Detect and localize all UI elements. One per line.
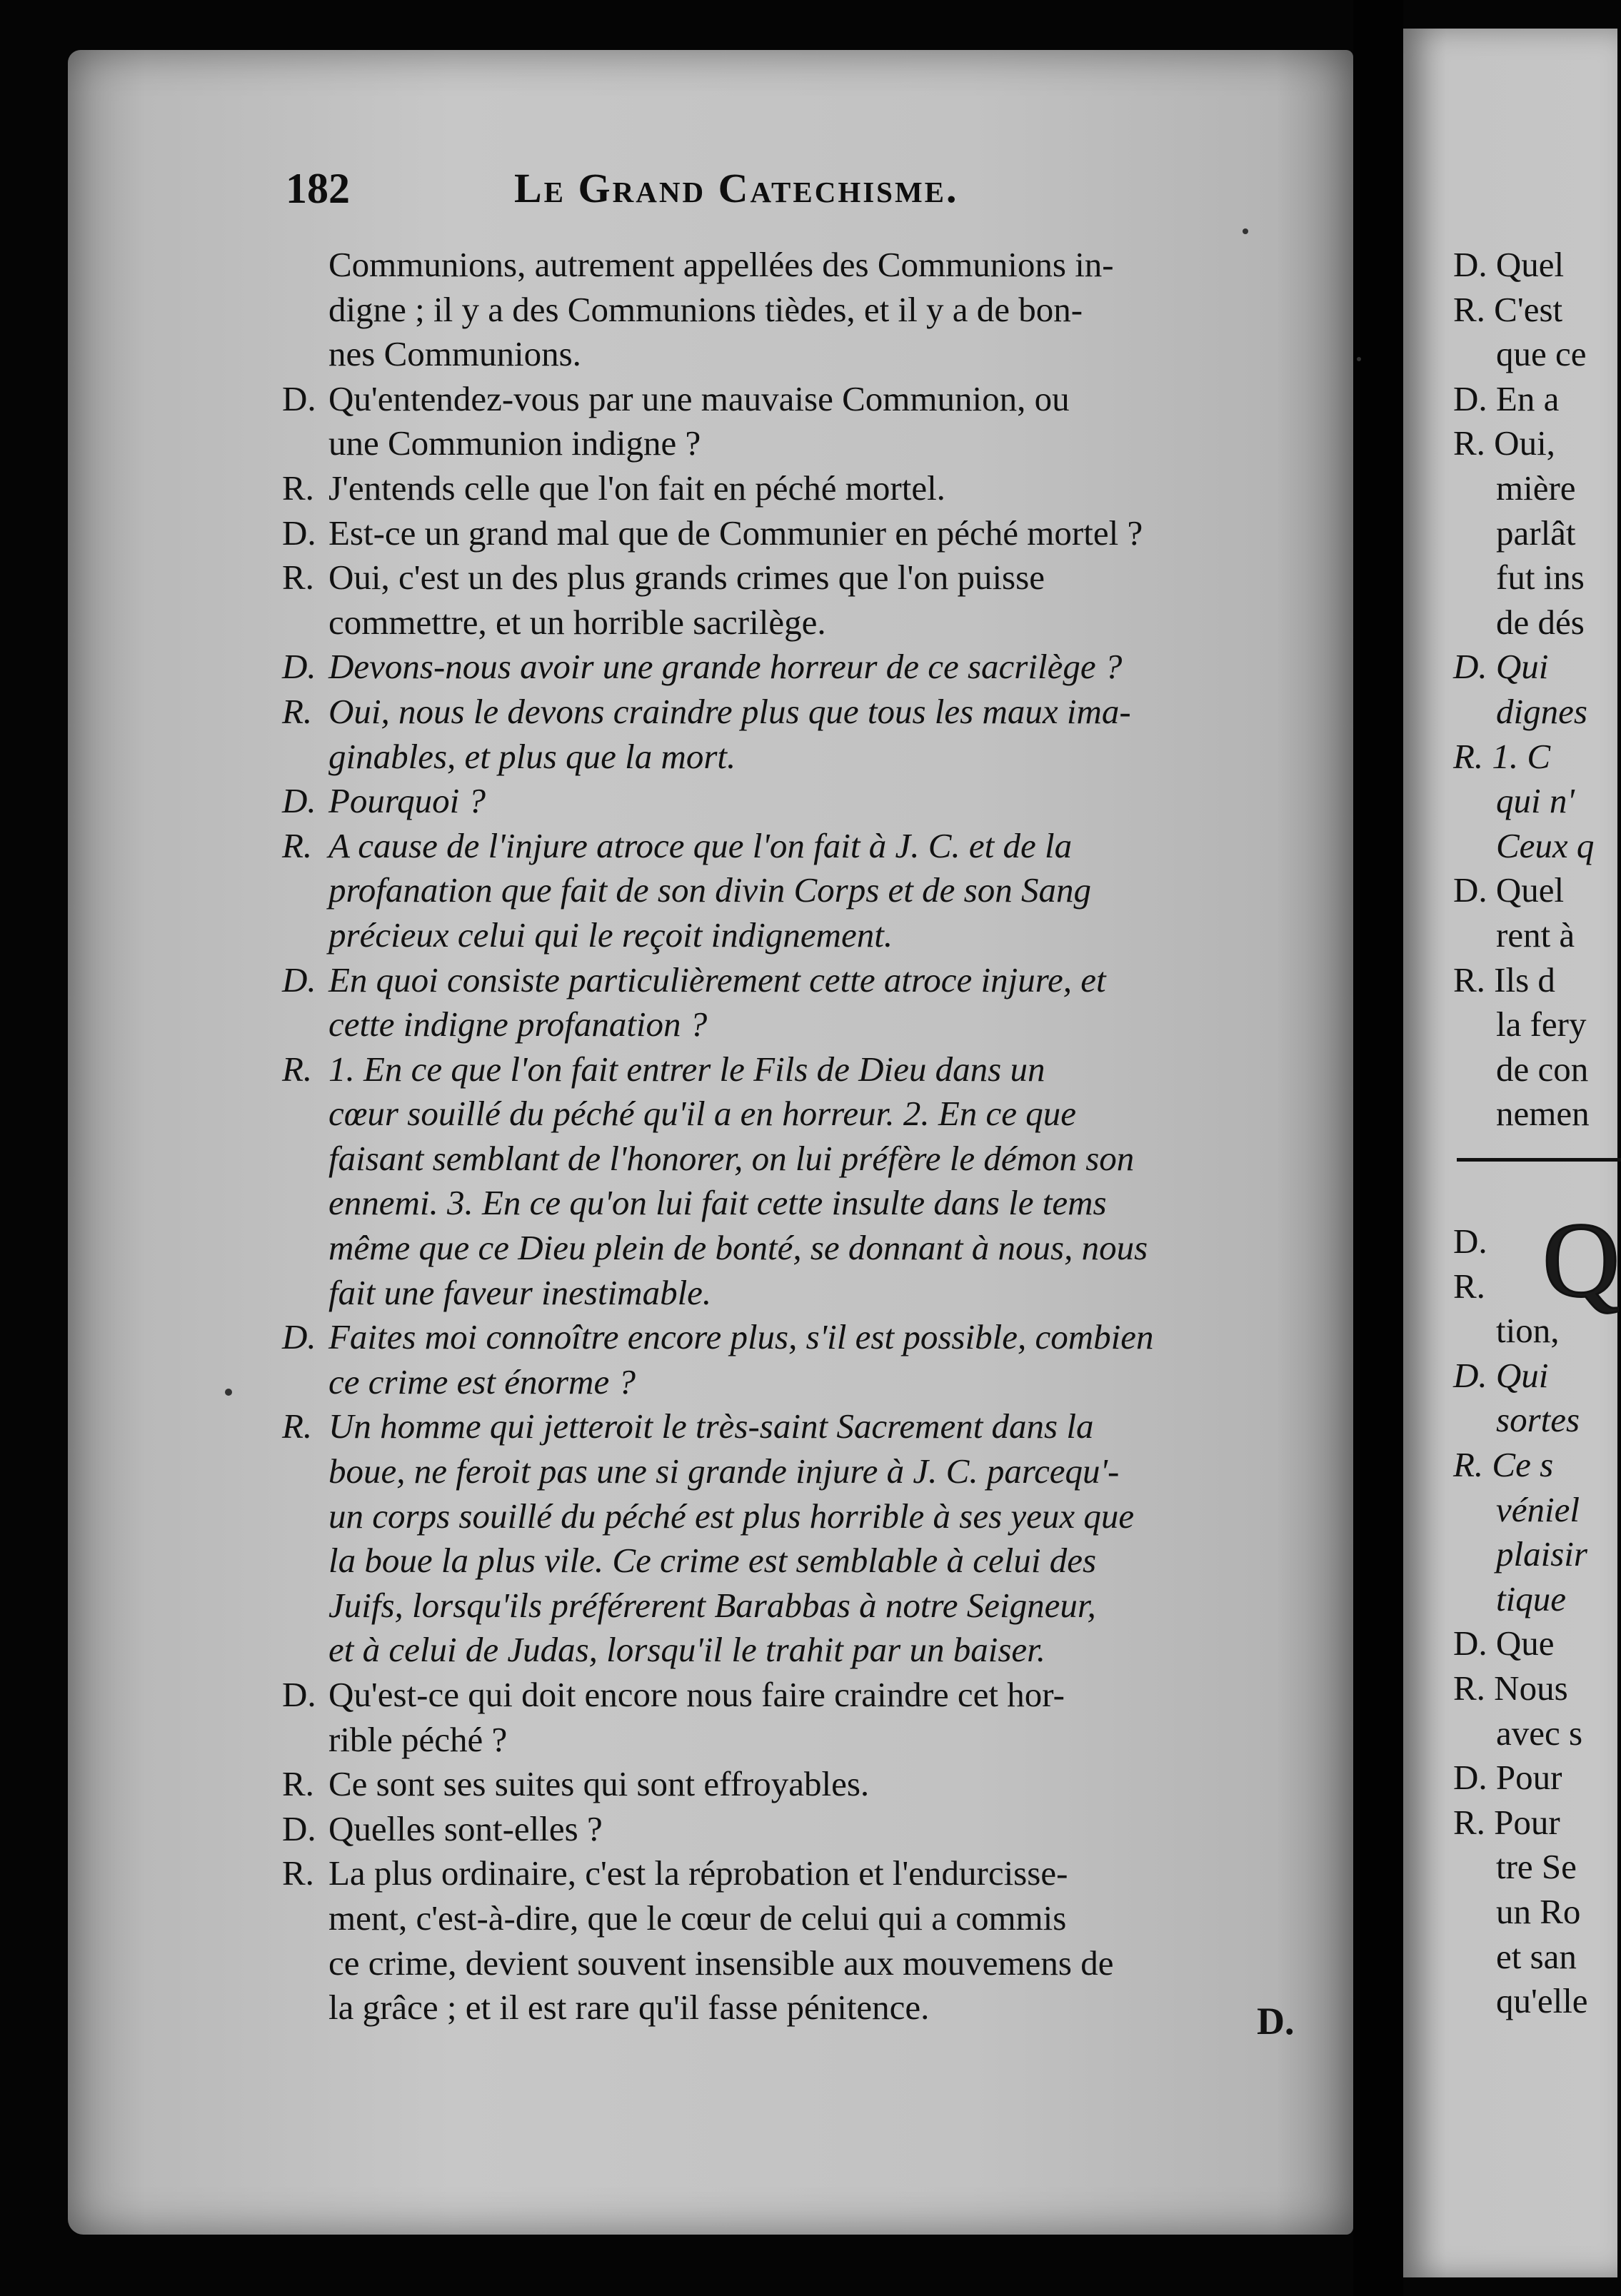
line-text: ment, c'est-à-dire, que le cœur de celui qui a commis: [328, 1898, 1067, 1938]
text-line: [282, 288, 1303, 333]
right-text-line: de con: [1496, 1049, 1589, 1089]
right-text-line: R. Ils d: [1453, 960, 1555, 1000]
text-line: [282, 421, 1303, 466]
speaker-label: R.: [282, 1406, 313, 1446]
line-text: un corps souillé du péché est plus horrible à ses yeux que: [328, 1496, 1135, 1536]
right-text-line: qu'elle: [1496, 1981, 1588, 2021]
speaker-label: D.: [282, 1317, 316, 1357]
right-text-line: plaisir: [1496, 1534, 1587, 1574]
text-line: [282, 1002, 1303, 1047]
right-text-line: D. Pour: [1453, 1758, 1562, 1798]
text-line: [282, 958, 1303, 1003]
line-text: digne ; il y a des Communions tièdes, et il y a de bon-: [328, 289, 1083, 329]
right-text-line: D.: [1453, 1222, 1487, 1261]
text-line: [282, 1941, 1303, 1986]
right-text-line: qui n': [1496, 781, 1575, 821]
text-line: [282, 1181, 1303, 1226]
line-text: 1. En ce que l'on fait entrer le Fils de Dieu dans un: [328, 1049, 1045, 1089]
right-text-line: D. En a: [1453, 378, 1560, 418]
line-text: une Communion indigne ?: [328, 423, 701, 463]
text-line: [282, 1583, 1303, 1628]
line-text: En quoi consiste particulièrement cette atroce injure, et: [328, 960, 1106, 1000]
line-text: ce crime est énorme ?: [328, 1361, 636, 1401]
speaker-label: R.: [282, 558, 314, 598]
line-text: cœur souillé du péché qu'il a en horreur. 2. En ce que: [328, 1094, 1076, 1134]
line-text: Juifs, lorsqu'ils préférerent Barabbas à notre Seigneur,: [328, 1585, 1096, 1625]
line-text: boue, ne feroit pas une si grande injure à J. C. parcequ'-: [328, 1451, 1120, 1491]
text-line: [282, 1807, 1303, 1852]
text-line: [282, 1539, 1303, 1583]
line-text: la grâce ; et il est rare qu'il fasse pénitence.: [328, 1988, 930, 2028]
text-line: [282, 913, 1303, 958]
speaker-label: D.: [282, 378, 316, 418]
right-text-line: tion,: [1496, 1311, 1560, 1351]
line-text: Qu'est-ce qui doit encore nous faire craindre cet hor-: [328, 1675, 1065, 1714]
line-text: A cause de l'injure atroce que l'on fait à J. C. et de la: [328, 825, 1073, 865]
text-line: [282, 1762, 1303, 1807]
right-text-line: dignes: [1496, 691, 1587, 731]
right-text-line: R.: [1453, 1266, 1485, 1306]
line-text: Oui, nous le devons craindre plus que tous les maux ima-: [328, 691, 1131, 731]
text-line: [282, 511, 1303, 556]
line-text: Ce sont ses suites qui sont effroyables.: [328, 1764, 870, 1804]
right-text-line: avec s: [1496, 1713, 1583, 1753]
line-text: la boue la plus vile. Ce crime est semblable à celui des: [328, 1541, 1097, 1581]
right-text-line: R. Ce s: [1453, 1444, 1554, 1484]
line-text: rible péché ?: [328, 1719, 508, 1759]
speaker-label: D.: [282, 647, 316, 687]
right-text-line: tique: [1496, 1578, 1566, 1618]
speaker-label: D.: [282, 781, 316, 821]
right-text-line: D. Quel: [1453, 245, 1565, 284]
right-text-line: R. Oui,: [1453, 423, 1555, 463]
text-line: [282, 1851, 1303, 1896]
text-line: [282, 243, 1303, 288]
drop-capital: Q: [1542, 1201, 1620, 1319]
text-line: [282, 555, 1303, 600]
line-text: et à celui de Judas, lorsqu'il le trahit par un baiser.: [328, 1630, 1046, 1670]
line-text: cette indigne profanation ?: [328, 1004, 708, 1044]
ink-speck: [1243, 228, 1248, 234]
line-text: fait une faveur inestimable.: [328, 1272, 712, 1312]
line-text: profanation que fait de son divin Corps et de son Sang: [328, 870, 1091, 910]
line-text: Un homme qui jetteroit le très-saint Sacrement dans la: [328, 1406, 1094, 1446]
right-text-line: R. Nous: [1453, 1668, 1568, 1708]
right-page-top-text: [1453, 243, 1610, 1137]
right-text-line: rent à: [1496, 915, 1575, 955]
right-text-line: parlât: [1496, 513, 1576, 553]
text-line: [282, 466, 1303, 511]
line-text: Communions, autrement appellées des Communions in-: [328, 245, 1114, 284]
text-line: [282, 690, 1303, 735]
right-text-line: R. 1. C: [1453, 736, 1551, 776]
line-text: ennemi. 3. En ce qu'on lui fait cette insulte dans le tems: [328, 1183, 1107, 1223]
text-line: [282, 779, 1303, 824]
text-line: [282, 1226, 1303, 1271]
right-text-line: véniel: [1496, 1489, 1580, 1529]
right-text-line: tre Se: [1496, 1847, 1577, 1887]
right-page-bottom-text: [1453, 1219, 1610, 2024]
text-line: [282, 824, 1303, 869]
right-text-line: nemen: [1496, 1094, 1590, 1134]
line-text: Devons-nous avoir une grande horreur de ce sacrilège ?: [328, 647, 1123, 687]
text-line: [282, 1137, 1303, 1182]
text-line: [282, 1092, 1303, 1137]
line-text: Qu'entendez-vous par une mauvaise Communion, ou: [328, 378, 1070, 418]
line-text: précieux celui qui le reçoit indignement.: [328, 915, 893, 955]
speaker-label: R.: [282, 468, 314, 508]
text-line: [282, 1673, 1303, 1718]
right-text-line: que ce: [1496, 334, 1587, 374]
text-line: [282, 1404, 1303, 1449]
text-line: [282, 645, 1303, 690]
line-text: J'entends celle que l'on fait en péché mortel.: [328, 468, 945, 508]
text-line: [282, 1047, 1303, 1092]
left-page-text: [282, 243, 1303, 2030]
book-gutter: [1353, 0, 1403, 2296]
text-line: [282, 868, 1303, 913]
line-text: Est-ce un grand mal que de Communier en péché mortel ?: [328, 513, 1143, 553]
line-text: nes Communions.: [328, 334, 581, 374]
text-line: [282, 1271, 1303, 1316]
line-text: Quelles sont-elles ?: [328, 1808, 603, 1848]
speaker-label: R.: [282, 691, 313, 731]
line-text: Pourquoi ?: [328, 781, 486, 821]
ink-speck: [225, 1389, 232, 1396]
text-line: [282, 1494, 1303, 1539]
catchword: D.: [1257, 2000, 1295, 2043]
right-text-line: R. Pour: [1453, 1802, 1560, 1842]
right-text-line: de dés: [1496, 602, 1585, 642]
text-line: [282, 735, 1303, 780]
line-text: ce crime, devient souvent insensible aux mouvemens de: [328, 1943, 1114, 1983]
right-text-line: sortes: [1496, 1400, 1580, 1440]
line-text: même que ce Dieu plein de bonté, se donnant à nous, nous: [328, 1228, 1148, 1268]
text-line: [282, 377, 1303, 422]
right-text-line: fut ins: [1496, 558, 1585, 598]
right-text-line: D. Qui: [1453, 647, 1549, 687]
text-line: [282, 1896, 1303, 1941]
speaker-label: D.: [282, 1808, 316, 1848]
right-text-line: un Ro: [1496, 1891, 1581, 1931]
speaker-label: D.: [282, 1675, 316, 1714]
speaker-label: R.: [282, 1049, 313, 1089]
right-text-line: la fery: [1496, 1004, 1587, 1044]
right-text-line: et san: [1496, 1936, 1577, 1976]
text-line: [282, 1628, 1303, 1673]
speaker-label: D.: [282, 513, 316, 553]
line-text: faisant semblant de l'honorer, on lui préfère le démon son: [328, 1138, 1135, 1178]
text-line: [282, 1449, 1303, 1494]
text-line: [282, 600, 1303, 645]
right-text-line: mière: [1496, 468, 1576, 508]
right-text-line: D. Quel: [1453, 870, 1565, 910]
right-text-line: R. C'est: [1453, 289, 1563, 329]
line-text: Faites moi connoître encore plus, s'il est possible, combien: [328, 1317, 1154, 1357]
line-text: Oui, c'est un des plus grands crimes que l'on puisse: [328, 558, 1045, 598]
right-text-line: D. Qui: [1453, 1355, 1549, 1395]
section-rule: [1457, 1158, 1621, 1162]
speaker-label: R.: [282, 1764, 314, 1804]
ink-speck: [1357, 357, 1361, 361]
right-text-line: D. Que: [1453, 1623, 1555, 1663]
text-line: [282, 1315, 1303, 1360]
right-text-line: Ceux q: [1496, 825, 1595, 865]
text-line: [282, 332, 1303, 377]
speaker-label: R.: [282, 825, 313, 865]
line-text: La plus ordinaire, c'est la réprobation et l'endurcisse-: [328, 1853, 1068, 1893]
text-line: [282, 1718, 1303, 1763]
line-text: ginables, et plus que la mort.: [328, 736, 736, 776]
speaker-label: R.: [282, 1853, 314, 1893]
text-line: [282, 1985, 1303, 2030]
text-line: [282, 1360, 1303, 1405]
line-text: commettre, et un horrible sacrilège.: [328, 602, 826, 642]
page-number: 182: [286, 165, 350, 212]
running-title: Le Grand Catechisme.: [514, 165, 959, 211]
speaker-label: D.: [282, 960, 316, 1000]
